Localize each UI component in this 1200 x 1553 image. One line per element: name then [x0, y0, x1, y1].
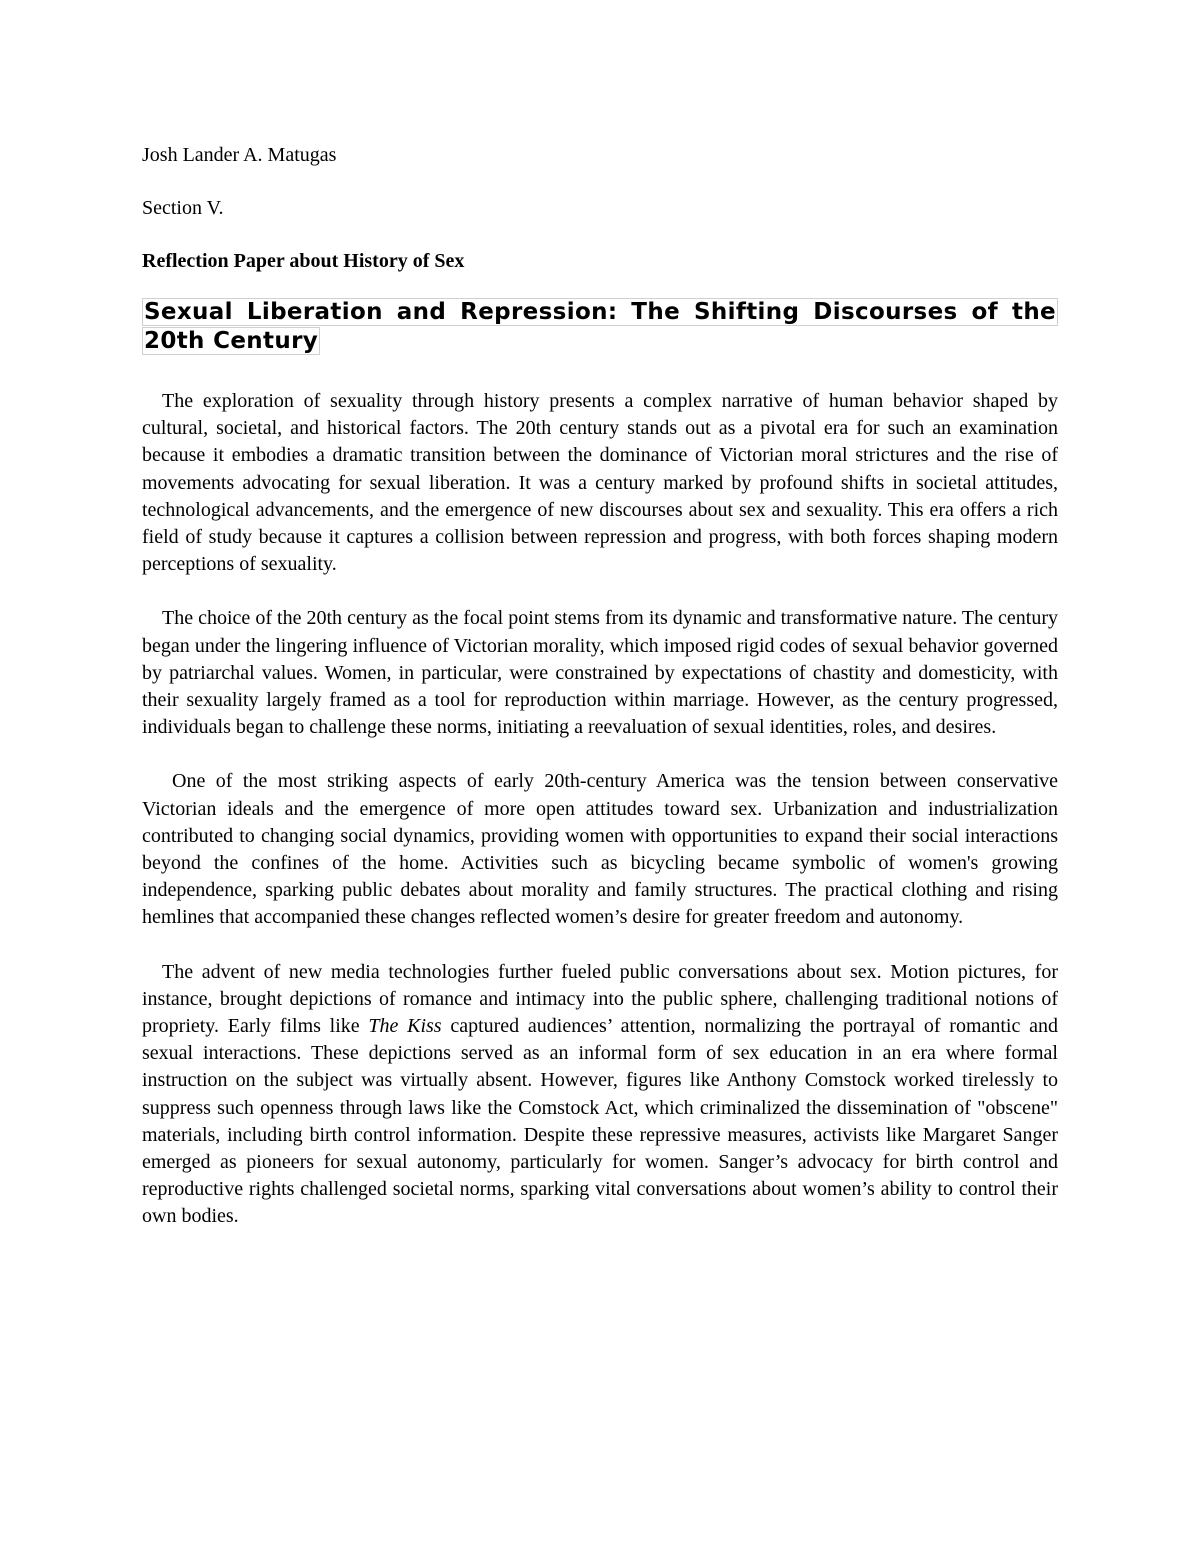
- section-label: Section V.: [142, 197, 224, 219]
- paragraph-4-text-end: captured audiences’ attention, normalizing the portrayal of romantic and sexual interactions. These depictions served as an informal form of sex education in an era where formal instruction on the subject was virtually absent. However, figures like Anthony Comstock worked tirelessly to suppress such openness through laws like the Comstock Act, which criminalized the dissemination of "obscene" materials, including birth control information. Despite these repressive measures, activists like Margaret Sanger emerged as pioneers for sexual autonomy, particularly for women. Sanger’s advocacy for birth control and reproductive rights challenged societal norms, sparking vital conversations about women’s ability to control their own bodies.: [142, 1015, 1058, 1228]
- paper-type-label: Reflection Paper about History of Sex: [142, 250, 465, 272]
- body-paragraph-3: One of the most striking aspects of early 20th-century America was the tension between conservative Victorian ideals and the emergence of more open attitudes toward sex. Urbanization and industrialization contributed to changing social dynamics, providing women with opportunities to expand their social interactions beyond the confines of the home. Activities such as bicycling became symbolic of women's growing independence, sparking public debates about morality and family structures. The practical clothing and rising hemlines that accompanied these changes reflected women’s desire for greater freedom and autonomy.: [142, 770, 1058, 929]
- document-page: [142, 140, 1058, 1231]
- body-paragraph-4: [142, 959, 1058, 1231]
- film-title: The Kiss: [368, 1015, 442, 1038]
- author-name: Josh Lander A. Matugas: [142, 144, 337, 166]
- paper-title: Sexual Liberation and Repression: The Shifting Discourses of the 20th Century: [144, 299, 1056, 354]
- paragraph-4-text-start: The advent of new media technologies further fueled public conversations about sex. Motion pictures, for instance, brought depictions of romance and intimacy into the public sphere, challenging traditional notions of propriety. Early films like: [142, 960, 1058, 1038]
- body-paragraph-1: The exploration of sexuality through history presents a complex narrative of human behavior shaped by cultural, societal, and historical factors. The 20th century stands out as a pivotal era for such an examination because it embodies a dramatic transition between the dominance of Victorian moral strictures and the rise of movements advocating for sexual liberation. It was a century marked by profound shifts in societal attitudes, technological advancements, and the emergence of new discourses about sex and sexuality. This era offers a rich field of study because it captures a collision between repression and progress, with both forces shaping modern perceptions of sexuality.: [142, 390, 1058, 576]
- paper-title-block: [142, 298, 1058, 356]
- body-paragraph-2: The choice of the 20th century as the focal point stems from its dynamic and transformative nature. The century began under the lingering influence of Victorian morality, which imposed rigid codes of sexual behavior governed by patriarchal values. Women, in particular, were constrained by expectations of chastity and domesticity, with their sexuality largely framed as a tool for reproduction within marriage. However, as the century progressed, individuals began to challenge these norms, initiating a reevaluation of sexual identities, roles, and desires.: [142, 607, 1058, 739]
